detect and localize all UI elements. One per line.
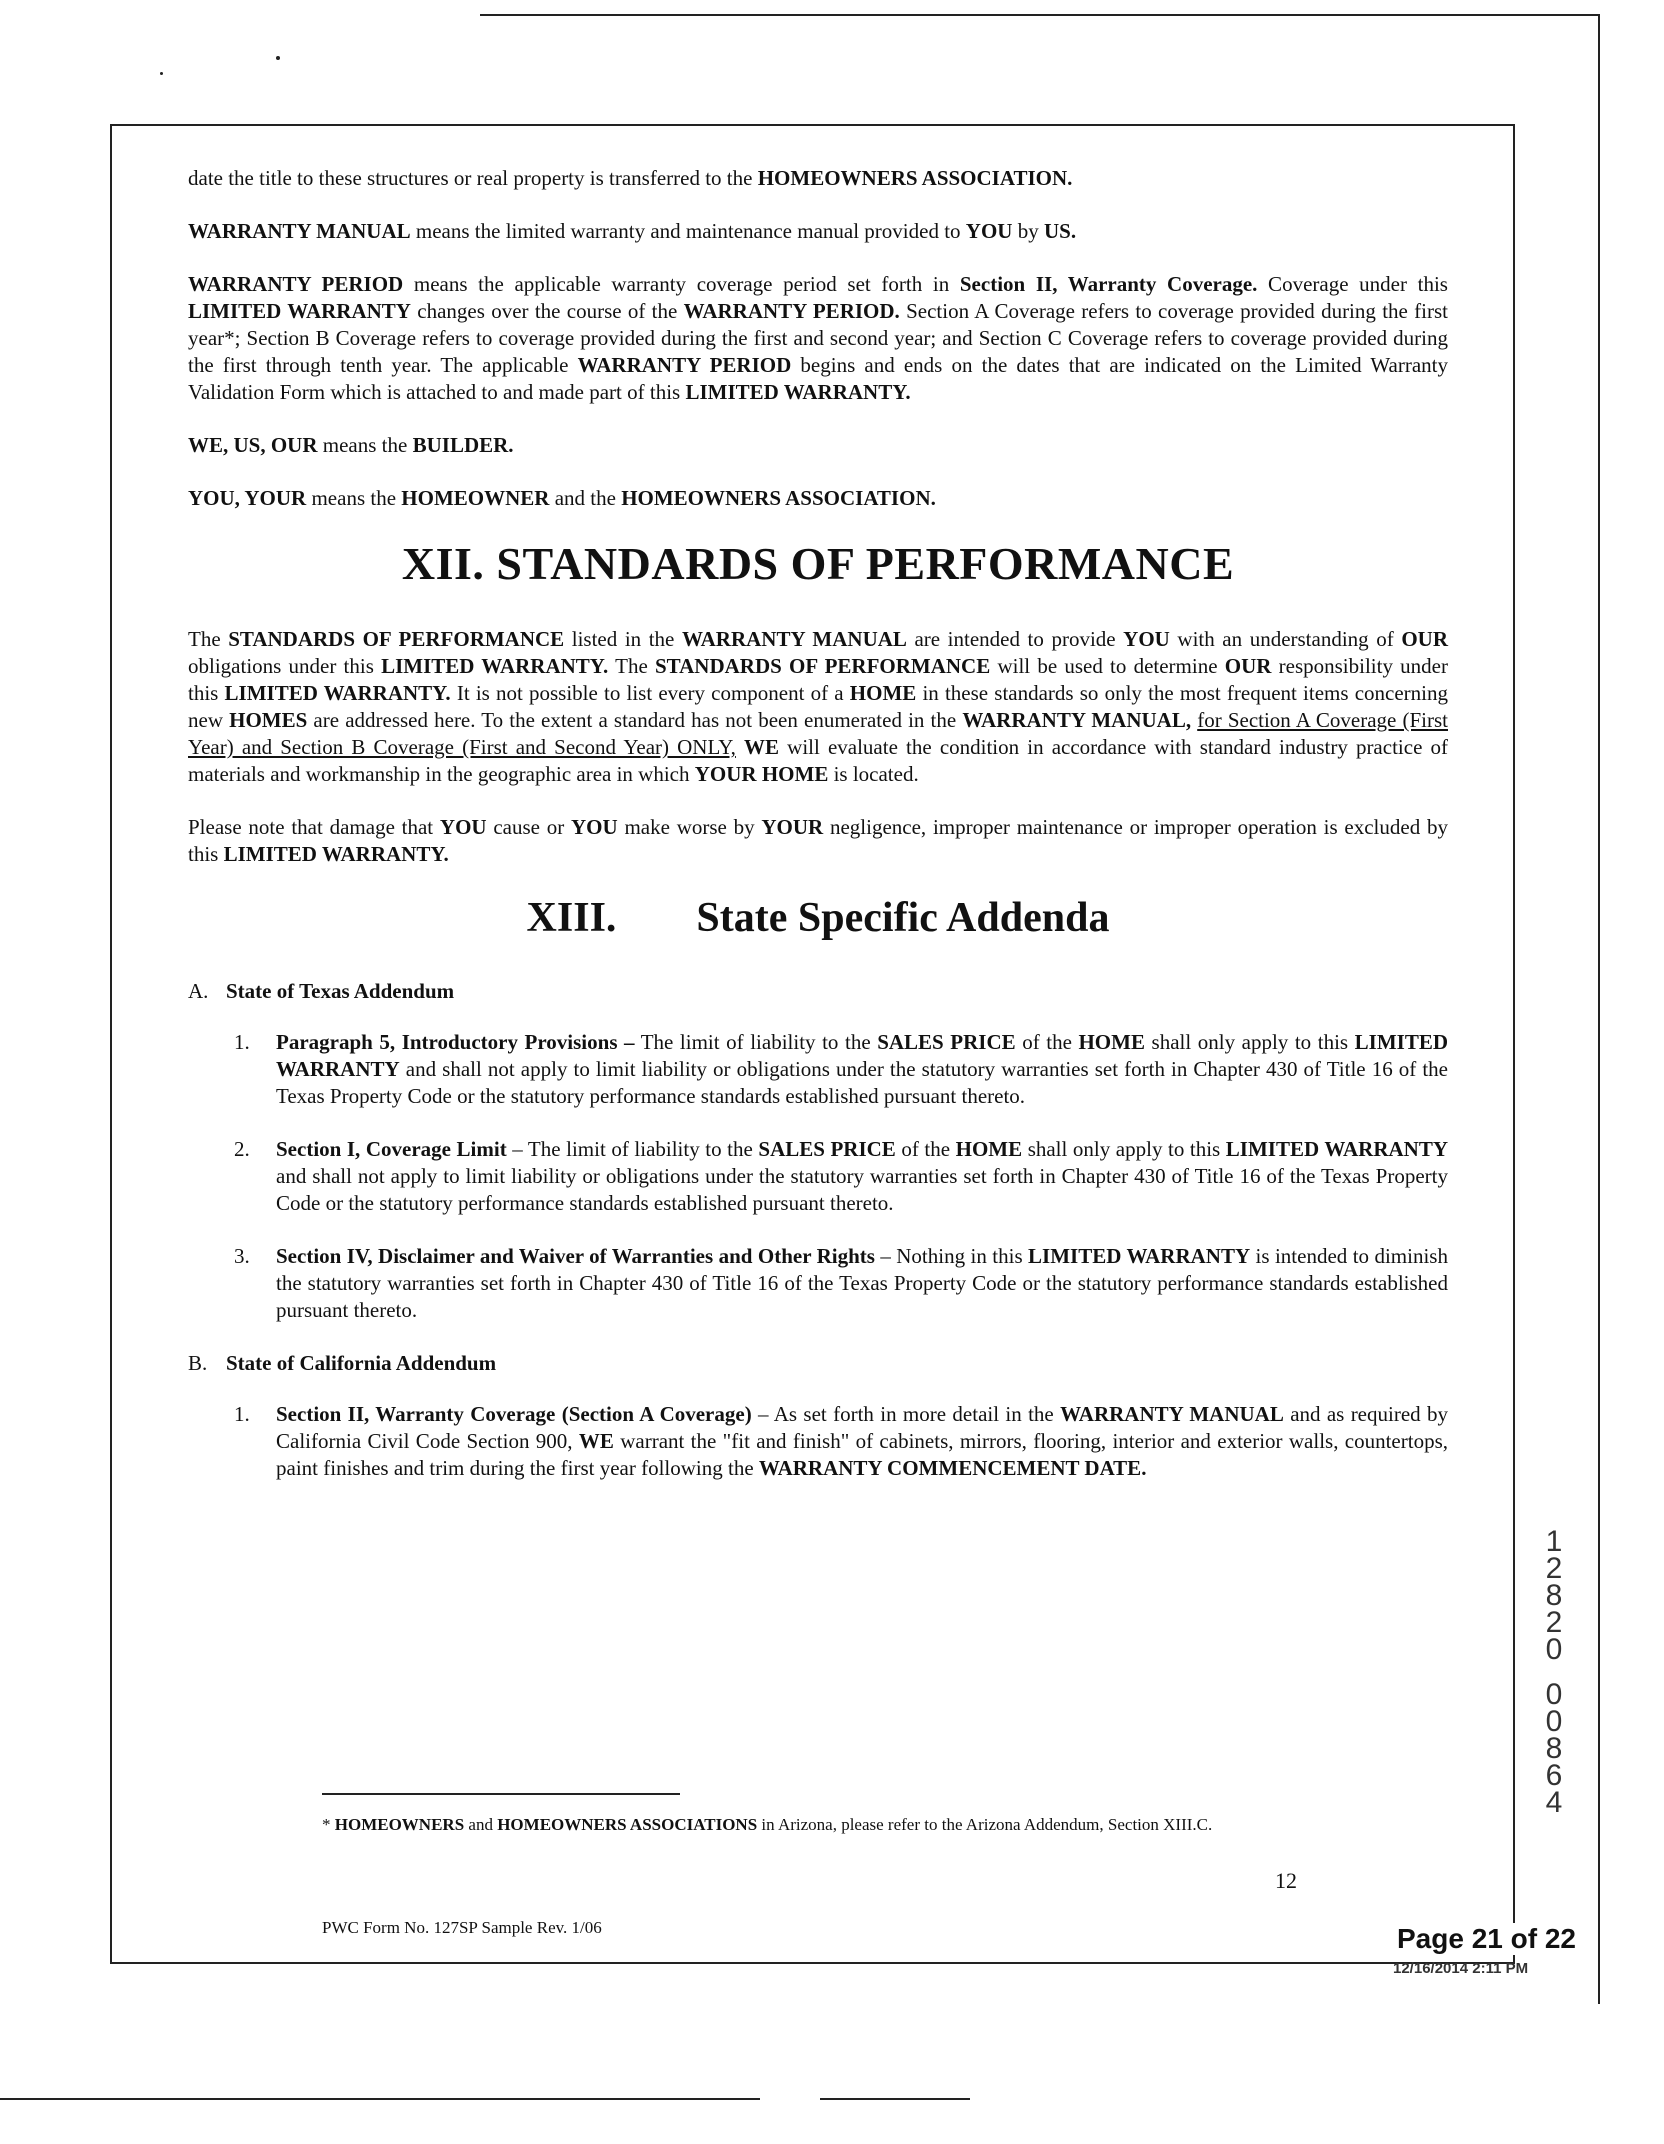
footnote xyxy=(322,1812,1282,1837)
bold-term: Section II, Warranty Coverage (Section A Coverage) xyxy=(276,1402,752,1426)
text-run: is intended to diminish the statutory warranties set forth in Chapter 430 of Title 16 of the Texas Property Code or the statutory performance standards established pursuant thereto. xyxy=(276,1244,1448,1322)
bold-term: SALES PRICE xyxy=(758,1137,896,1161)
text-run: changes over the course of the xyxy=(410,299,684,323)
underlined-text: for Section A Coverage (First Year) and Section B Coverage (First and Second Year) ONLY, xyxy=(188,708,1448,759)
bold-term: WARRANTY PERIOD. xyxy=(683,299,900,323)
text-run: – The limit of liability to the xyxy=(506,1137,759,1161)
bold-term: OUR xyxy=(1401,627,1448,651)
text-run: make worse by xyxy=(617,815,762,839)
texas-addendum-list xyxy=(188,1029,1448,1324)
bold-term: BUILDER. xyxy=(412,433,514,457)
bold-term: WARRANTY PERIOD xyxy=(577,353,792,377)
text-run: are addressed here. To the extent a standard has not been enumerated in the xyxy=(307,708,963,732)
paragraph xyxy=(188,626,1448,788)
bold-term: OUR xyxy=(1224,654,1272,678)
bold-term: HOME xyxy=(1078,1030,1145,1054)
right-scan-line xyxy=(1598,14,1600,2004)
text-run: means the xyxy=(317,433,413,457)
bold-term: WE xyxy=(744,735,780,759)
bates-digit: 8 xyxy=(1545,1732,1563,1765)
text-run: listed in the xyxy=(564,627,682,651)
text-run: will be used to determine xyxy=(990,654,1225,678)
text-run: warrant the "fit and finish" of cabinets, mirrors, flooring, interior and exterior walls, countertops, paint finishes and trim during the first year following the xyxy=(276,1429,1449,1480)
bold-term: WARRANTY PERIOD xyxy=(188,272,404,296)
bates-digit: 0 xyxy=(1545,1678,1563,1711)
text-run: and shall not apply to limit liability or obligations under the statutory warranties set forth in Chapter 430 of Title 16 of the Texas Property Code or the statutory performance standards established pursuant thereto. xyxy=(276,1164,1448,1215)
bold-term: Section II, Warranty Coverage. xyxy=(959,272,1258,296)
paragraph xyxy=(188,485,1448,512)
standards-section xyxy=(188,626,1448,868)
text-run: with an understanding of xyxy=(1169,627,1402,651)
paragraph xyxy=(188,165,1448,192)
section-a-heading xyxy=(188,978,1448,1005)
bottom-scan-line xyxy=(0,2098,760,2100)
text-run: The xyxy=(608,654,655,678)
paragraph xyxy=(188,432,1448,459)
bold-term: LIMITED WARRANTY xyxy=(188,299,411,323)
bold-term: HOMEOWNERS ASSOCIATION. xyxy=(621,486,936,510)
text-run: It is not possible to list every component of a xyxy=(450,681,850,705)
bates-digit: 6 xyxy=(1545,1759,1563,1792)
bold-term: LIMITED WARRANTY. xyxy=(223,842,449,866)
paragraph xyxy=(188,218,1448,245)
bates-digit: 2 xyxy=(1545,1552,1563,1585)
text-run: Coverage under this xyxy=(1257,272,1448,296)
bates-digit: 1 xyxy=(1545,1525,1563,1558)
bold-term: Section I, Coverage Limit xyxy=(276,1137,507,1161)
text-run: begins and ends on the dates that are indicated on the Limited Warranty Validation Form which is attached to and made part of this xyxy=(188,353,1448,404)
scan-speck xyxy=(276,56,280,60)
scan-speck xyxy=(160,72,163,75)
page-number: 12 xyxy=(1275,1868,1297,1893)
list-item-text xyxy=(276,1243,1448,1324)
bold-term: LIMITED WARRANTY xyxy=(276,1030,1448,1081)
bold-term: YOU xyxy=(965,219,1013,243)
bates-digit: 2 xyxy=(1545,1606,1563,1639)
text-run: means the applicable warranty coverage period set forth in xyxy=(403,272,960,296)
text-run: negligence, improper maintenance or improper operation is excluded by this xyxy=(188,815,1448,866)
bold-term: Paragraph 5, Introductory Provisions – xyxy=(276,1030,635,1054)
list-item-number: 1. xyxy=(234,1030,250,1054)
bold-term: YOU xyxy=(571,815,618,839)
bold-term: LIMITED WARRANTY xyxy=(1028,1244,1251,1268)
definitions-section xyxy=(188,165,1448,512)
heading-xiii xyxy=(188,894,1448,942)
bottom-scan-line-right xyxy=(820,2098,970,2100)
text-run: of the xyxy=(895,1137,956,1161)
bold-term: SALES PRICE xyxy=(877,1030,1016,1054)
bold-term: WARRANTY MANUAL, xyxy=(962,708,1192,732)
text-run: are intended to provide xyxy=(906,627,1124,651)
list-item xyxy=(234,1243,1448,1324)
bold-term: YOUR HOME xyxy=(694,762,829,786)
section-a-letter: A. xyxy=(188,979,209,1003)
bates-digit: 0 xyxy=(1545,1633,1563,1666)
section-b-letter: B. xyxy=(188,1351,208,1375)
text-run: means the limited warranty and maintenance manual provided to xyxy=(410,219,966,243)
text-run: shall only apply to this xyxy=(1022,1137,1226,1161)
list-item-text xyxy=(276,1136,1448,1217)
text-run: is located. xyxy=(828,762,919,786)
text-run xyxy=(736,735,744,759)
bold-term: HOME xyxy=(955,1137,1023,1161)
bates-digit: 8 xyxy=(1545,1579,1563,1612)
text-run: will evaluate the condition in accordance with standard industry practice of materials and workmanship in the geographic area in which xyxy=(188,735,1448,786)
text-run: * xyxy=(322,1815,335,1834)
bold-term: HOMES xyxy=(229,708,308,732)
text-run: responsibility under this xyxy=(188,654,1448,705)
bold-term: WE xyxy=(578,1429,614,1453)
list-item-number: 1. xyxy=(234,1402,250,1426)
text-run: Section A Coverage refers to coverage provided during the first year*; Section B Coverage refers to coverage provided during the first and second year; and Section C Coverage refers to coverage provided during the first through tenth year. The applicable xyxy=(188,299,1448,377)
text-run: date the title to these structures or real property is transferred to the xyxy=(188,166,758,190)
bates-number xyxy=(1536,1525,1572,1819)
bold-term: LIMITED WARRANTY. xyxy=(224,681,451,705)
text-run: shall only apply to this xyxy=(1144,1030,1355,1054)
bold-term: HOMEOWNERS ASSOCIATIONS xyxy=(497,1815,758,1834)
form-number: PWC Form No. 127SP Sample Rev. 1/06 xyxy=(322,1918,602,1937)
list-item xyxy=(234,1401,1448,1482)
bold-term: STANDARDS OF PERFORMANCE xyxy=(654,654,991,678)
text-run: – As set forth in more detail in the xyxy=(751,1402,1061,1426)
section-b-title: State of California Addendum xyxy=(226,1351,497,1375)
bold-term: WARRANTY MANUAL xyxy=(188,219,411,243)
text-run: Please note that damage that xyxy=(188,815,440,839)
bates-digit: 4 xyxy=(1545,1786,1563,1819)
california-addendum-list xyxy=(188,1401,1448,1482)
bold-term: YOU xyxy=(1123,627,1170,651)
timestamp-stamp: 12/16/2014 2:11 PM xyxy=(1393,1960,1529,1977)
text-run: cause or xyxy=(486,815,572,839)
footnote-rule xyxy=(322,1793,680,1795)
bold-term: US. xyxy=(1043,219,1077,243)
list-item-number: 3. xyxy=(234,1244,250,1268)
text-run: in Arizona, please refer to the Arizona Addendum, Section XIII.C. xyxy=(757,1815,1213,1834)
bold-term: YOUR xyxy=(761,815,824,839)
bold-term: YOU, YOUR xyxy=(188,486,307,510)
bold-term: HOMEOWNERS ASSOCIATION. xyxy=(757,166,1073,190)
bold-term: WE, US, OUR xyxy=(188,433,318,457)
paragraph xyxy=(188,814,1448,868)
top-scan-line xyxy=(480,14,1600,16)
bates-digit: 0 xyxy=(1545,1705,1563,1738)
text-run: of the xyxy=(1015,1030,1079,1054)
text-run: and shall not apply to limit liability or obligations under the statutory warranties set forth in Chapter 430 of Title 16 of the Texas Property Code or the statutory performance standards established pursuant thereto. xyxy=(276,1057,1448,1108)
section-a-title: State of Texas Addendum xyxy=(226,979,455,1003)
heading-xiii-title: State Specific Addenda xyxy=(696,895,1110,941)
heading-xiii-number: XIII. xyxy=(526,895,617,941)
text-run: obligations under this xyxy=(188,654,382,678)
text-run: and the xyxy=(549,486,622,510)
text-run: The limit of liability to the xyxy=(634,1030,878,1054)
text-run: means the xyxy=(306,486,402,510)
text-run: The xyxy=(188,627,229,651)
bold-term: WARRANTY MANUAL xyxy=(1060,1402,1284,1426)
list-item-number: 2. xyxy=(234,1137,250,1161)
bold-term: WARRANTY MANUAL xyxy=(681,627,907,651)
text-run: – Nothing in this xyxy=(874,1244,1029,1268)
document-body xyxy=(188,165,1448,1508)
list-item-text xyxy=(276,1401,1448,1482)
bold-term: LIMITED WARRANTY. xyxy=(685,380,911,404)
list-item xyxy=(234,1029,1448,1110)
bold-term: HOMEOWNERS xyxy=(334,1815,465,1834)
list-item xyxy=(234,1136,1448,1217)
text-run: and as required by California Civil Code Section 900, xyxy=(276,1402,1449,1453)
list-item-text xyxy=(276,1029,1448,1110)
page-stamp: Page 21 of 22 xyxy=(1397,1923,1576,1954)
bold-term: YOU xyxy=(439,815,487,839)
text-run: by xyxy=(1012,219,1044,243)
bold-term: LIMITED WARRANTY xyxy=(1225,1137,1448,1161)
bold-term: LIMITED WARRANTY. xyxy=(381,654,609,678)
text-run: in these standards so only the most frequent items concerning new xyxy=(188,681,1449,732)
bold-term: STANDARDS OF PERFORMANCE xyxy=(228,627,565,651)
bold-term: HOME xyxy=(849,681,917,705)
bold-term: WARRANTY COMMENCEMENT DATE. xyxy=(758,1456,1147,1480)
text-run: and xyxy=(464,1815,498,1834)
bold-term: HOMEOWNER xyxy=(401,486,550,510)
bold-term: Section IV, Disclaimer and Waiver of Warranties and Other Rights xyxy=(276,1244,875,1268)
paragraph xyxy=(188,271,1448,406)
heading-xii: XII. STANDARDS OF PERFORMANCE xyxy=(401,538,1235,589)
section-b-heading xyxy=(188,1350,1448,1377)
